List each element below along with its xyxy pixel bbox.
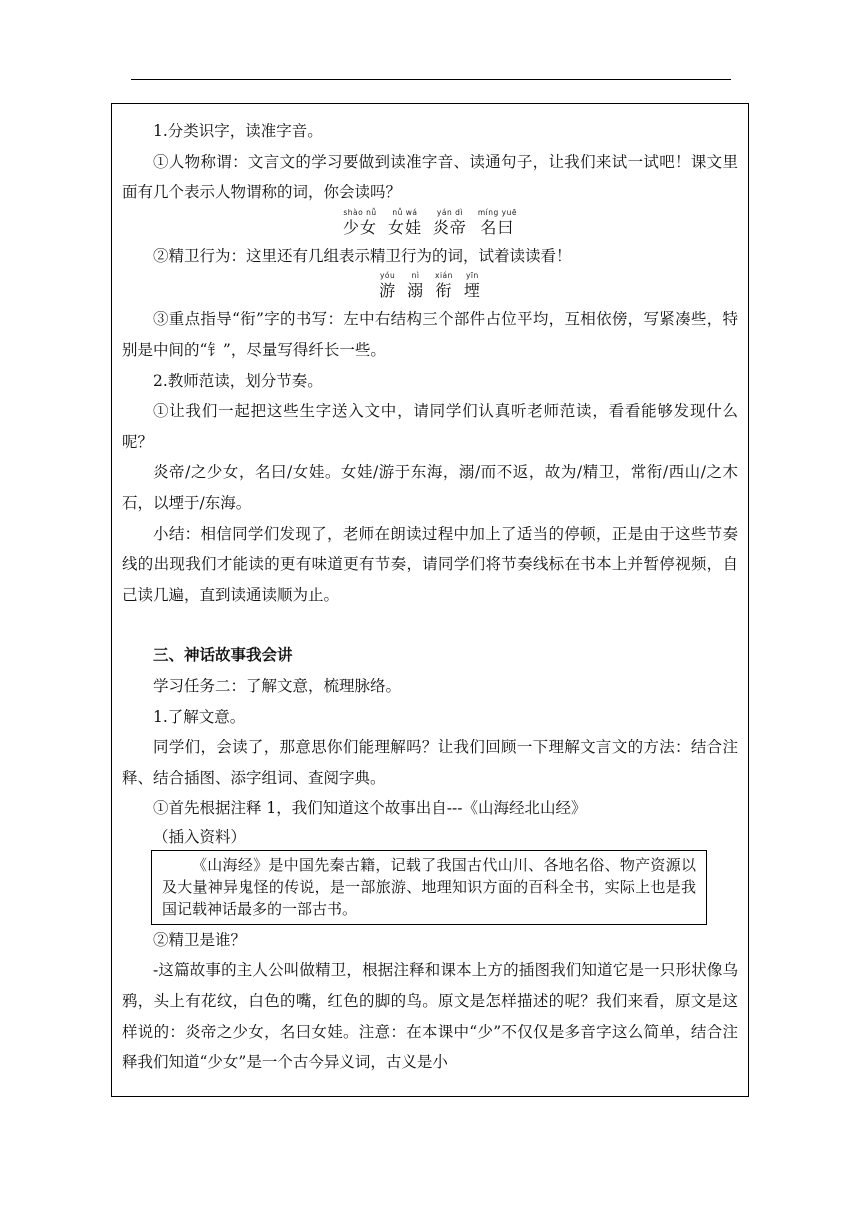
ruby-word: míng yuē 名曰 [477, 207, 517, 237]
writing-guidance: ③重点指导“衔”字的书写：左中右结构三个部件占位平均，互相依傍，写紧凑些，特别是中间的“钅”，尽量写得纤长一些。 [122, 310, 738, 359]
summary-paragraph: 小结：相信同学们发现了，老师在朗读过程中加上了适当的停顿，正是由于这些节奏线的出现我们才能读的更有味道更有节奏，请同学们将节奏线标在书本上并暂停视频，自己读几遍，直到读通读顺为止。 [122, 524, 738, 604]
resource-box: 《山海经》是中国先秦古籍，记载了我国古代山川、各地名俗、物产资源以及大量神异鬼怪的传说，是一部旅游、地理知识方面的百科全书，实际上也是我国记载神话最多的一部古书。 [151, 850, 707, 925]
jingwei-actions-intro: ②精卫行为：这里还有几组表示精卫行为的词，试着读读看！ [153, 246, 572, 265]
header-rule [131, 79, 731, 80]
jingwei-explanation: -这篇故事的主人公叫做精卫，根据注释和课本上方的插图我们知道它是一只形状像乌鸦，头上有花纹，白色的嘴，红色的脚的鸟。原文是怎样描述的呢？我们来看，原文是这样说的：炎帝之少女，名曰女娃。注意：在本课中“少”不仅仅是多音字这么简单，结合注释我们知道“少女”是一个古今异义词，古义是小 [122, 961, 738, 1072]
who-is-jingwei-heading: ②精卫是谁？ [153, 930, 247, 949]
insert-resource-label: （插入资料） [153, 827, 247, 846]
rhythm-text: 炎帝/之少女，名曰/女娃。女娃/游于东海，溺/而不返，故为/精卫，常衔/西山/之木石，以堙于/东海。 [122, 463, 738, 512]
ruby-word: yóu 游 [379, 271, 397, 301]
ruby-word: xián 衔 [435, 271, 453, 301]
pinyin-words-actions [122, 271, 738, 302]
source-note: ①首先根据注释 1，我们知道这个故事出自---《山海经北山经》 [153, 799, 587, 818]
understand-meaning-heading: 1.了解文意。 [153, 707, 246, 726]
read-along-prompt: ①让我们一起把这些生字送入文中，请同学们认真听老师范读，看看能够发现什么呢？ [122, 402, 738, 451]
ruby-word: yīn 堙 [463, 271, 481, 301]
task-2-heading: 学习任务二：了解文意，梳理脉络。 [153, 676, 402, 695]
methods-paragraph: 同学们，会读了，那意思你们能理解吗？让我们回顾一下理解文言文的方法：结合注释、结合插图、添字组词、查阅字典。 [122, 738, 738, 787]
ruby-word: shào nǚ 少女 [343, 207, 378, 237]
lesson-content [112, 104, 748, 1078]
pinyin-words-people [122, 208, 738, 239]
lesson-table-cell [111, 103, 749, 1097]
ruby-word: nì 溺 [407, 271, 425, 301]
step-1-heading: 1.分类识字，读准字音。 [153, 122, 323, 140]
section-3-title: 三、神话故事我会讲 [153, 646, 293, 665]
ruby-word: yán dì 炎帝 [432, 207, 467, 237]
step-2-heading: 2.教师范读，划分节奏。 [153, 371, 323, 390]
people-titles-intro: ①人物称谓：文言文的学习要做到读准字音、读通句子，让我们来试一试吧！课文里面有几个表示人物谓称的词，你会读吗？ [122, 152, 738, 202]
ruby-word: nǚ wá 女娃 [387, 207, 422, 237]
